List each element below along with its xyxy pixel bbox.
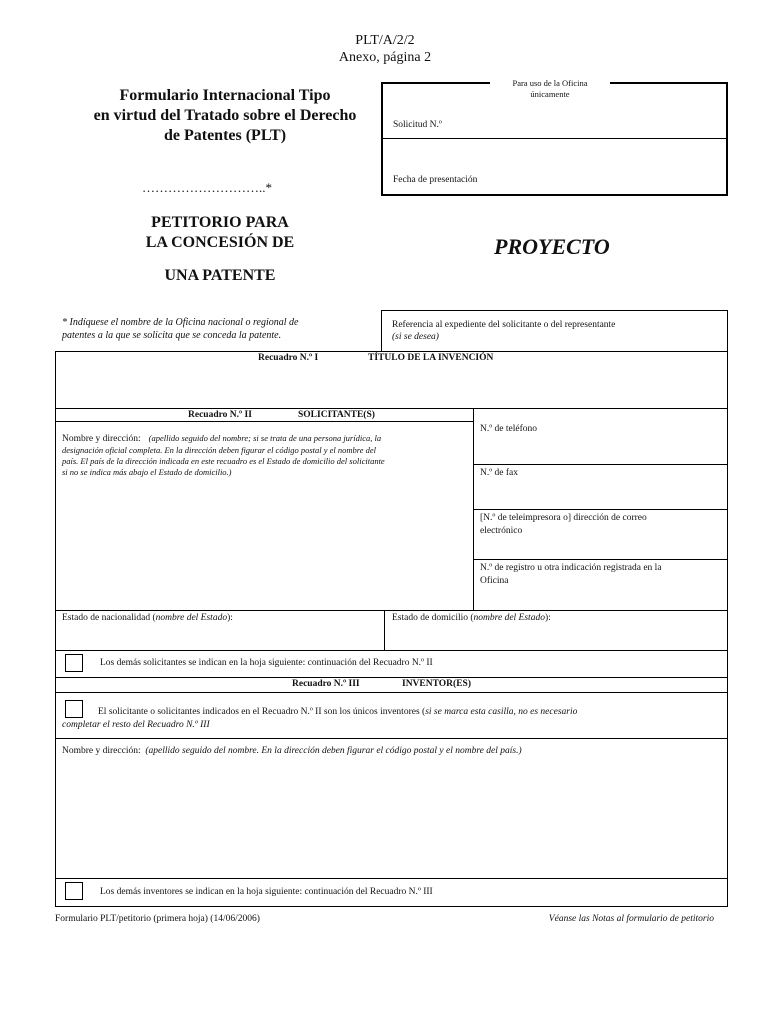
document-code: PLT/A/2/2 xyxy=(355,33,415,48)
applicant-note-line1: (apellido seguido del nombre; si se trata de una persona jurídica, la xyxy=(148,433,382,443)
petition-title-line3: UNA PATENTE xyxy=(164,267,276,284)
applicant-note-line4: si no se indica más abajo el Estado de domicilio.) xyxy=(62,467,232,477)
box1-title: TÍTULO DE LA INVENCIÓN xyxy=(368,353,494,363)
reference-label xyxy=(392,319,615,343)
form-title-line2: en virtud del Tratado sobre el Derecho xyxy=(93,107,357,124)
draft-stamp: PROYECTO xyxy=(494,234,610,259)
registration-label-line2: Oficina xyxy=(480,576,509,586)
box2-header-divider xyxy=(55,421,473,422)
office-footnote-line2: patentes a la que se solicita que se conceda la patente. xyxy=(62,330,282,341)
nationality-label: Estado de nacionalidad (nombre del Estado): xyxy=(62,613,233,623)
inventor-name-note: (apellido seguido del nombre. En la dirección deben figurar el código postal y el nombre del país.) xyxy=(145,746,522,756)
footer-form-id: Formulario PLT/petitorio (primera hoja) (14/06/2006) xyxy=(55,914,260,924)
footer-notes-link: Véanse las Notas al formulario de petitorio xyxy=(548,914,714,924)
office-footnote-line1: * Indíquese el nombre de la Oficina nacional o regional de xyxy=(62,317,299,328)
office-use-caption xyxy=(490,78,610,100)
sole-inventors-divider xyxy=(55,738,728,739)
email-label-line2: electrónico xyxy=(480,526,523,536)
inventor-name-label: Nombre y dirección: xyxy=(62,746,141,756)
office-use-caption-line1: Para uso de la Oficina xyxy=(512,78,588,88)
petition-title xyxy=(100,213,340,286)
box3-number: Recuadro N.º III xyxy=(292,679,360,689)
filing-date-label: Fecha de presentación xyxy=(393,175,478,185)
inventor-name-address-label xyxy=(62,746,522,756)
email-label-line1: [N.º de teleimpresora o] dirección de correo xyxy=(480,513,647,523)
annex-page: Anexo, página 2 xyxy=(338,50,432,65)
box2-title: SOLICITANTE(S) xyxy=(298,410,375,420)
box1-divider xyxy=(55,408,728,409)
office-name-field[interactable]: ………………………..* xyxy=(142,180,272,195)
page-header xyxy=(0,32,770,66)
registration-label xyxy=(480,562,720,588)
registration-label-line1: N.º de registro u otra indicación registrada en la xyxy=(480,563,662,573)
box2-bottom xyxy=(55,677,728,678)
box2-number: Recuadro N.º II xyxy=(188,410,252,420)
fax-label: N.º de fax xyxy=(480,468,519,478)
petition-title-line2: LA CONCESIÓN DE xyxy=(145,234,295,251)
nationality-row-top xyxy=(55,610,728,611)
more-inventors-label: Los demás inventores se indican en la hoja siguiente: continuación del Recuadro N.º III xyxy=(100,887,433,897)
nationality-row-bottom xyxy=(55,650,728,651)
office-use-caption-line2: únicamente xyxy=(530,89,570,99)
residence-label: Estado de domicilio (nombre del Estado): xyxy=(392,613,551,623)
application-number-label: Solicitud N.º xyxy=(393,120,442,130)
applicant-note-line3: país. El país de la dirección indicada en este recuadro es el Estado de domicilio del solicitante xyxy=(62,456,385,466)
applicant-name-label: Nombre y dirección: xyxy=(62,434,141,444)
box3-header-divider xyxy=(55,692,728,693)
box3-title: INVENTOR(ES) xyxy=(402,679,471,689)
phone-divider xyxy=(473,464,728,465)
form-title-line1: Formulario Internacional Tipo xyxy=(119,87,331,104)
more-applicants-label: Los demás solicitantes se indican en la hoja siguiente: continuación del Recuadro N.º II xyxy=(100,658,433,668)
email-divider xyxy=(473,559,728,560)
phone-label: N.º de teléfono xyxy=(480,424,538,434)
box1-number: Recuadro N.º I xyxy=(258,353,319,363)
applicant-note-line2: designación oficial completa. En la dirección deben figurar el código postal y el nombre del xyxy=(62,445,377,455)
applicant-name-address-label xyxy=(62,431,466,478)
nationality-column-divider xyxy=(384,610,385,650)
office-box-divider xyxy=(382,138,727,139)
invention-title-field[interactable] xyxy=(60,368,720,406)
sole-inventors-label: El solicitante o solicitantes indicados en el Recuadro N.º II son los únicos inventores (si se marca esta casilla, no es necesario completar el resto del Recuadro N.º III xyxy=(62,707,578,730)
inventor-name-address-field[interactable] xyxy=(60,762,720,874)
reference-label-line1: Referencia al expediente del solicitante o del representante xyxy=(392,320,616,330)
more-applicants-checkbox[interactable] xyxy=(65,654,83,672)
form-title xyxy=(60,86,390,146)
inventor-field-divider xyxy=(55,878,728,879)
petition-title-line1: PETITORIO PARA xyxy=(151,214,289,231)
form-title-line3: de Patentes (PLT) xyxy=(163,127,287,144)
reference-label-line2: (si se desea) xyxy=(392,332,439,342)
fax-divider xyxy=(473,509,728,510)
email-label xyxy=(480,512,720,538)
office-footnote xyxy=(62,316,382,342)
more-inventors-checkbox[interactable] xyxy=(65,882,83,900)
